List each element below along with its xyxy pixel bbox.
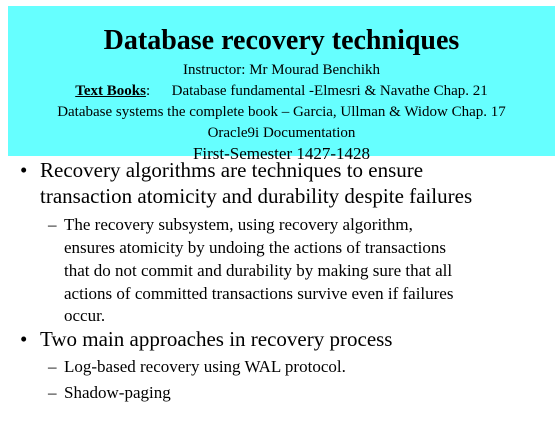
sub-bullet-1-1-line-5: occur. (64, 306, 106, 325)
textbook-2: Database systems the complete book – Garcia, Ullman & Widow Chap. 17 (57, 104, 506, 120)
sub-bullet-1-1-line-3: that do not commit and durability by making sure that all (64, 261, 453, 280)
semester-line: First-Semester 1427-1428 (192, 144, 371, 163)
bullet-marker: • (20, 327, 28, 351)
dash-marker: – (48, 357, 57, 376)
textbooks-label: Text Books (75, 83, 146, 99)
sub-bullet-2-1-text: Log-based recovery using WAL protocol. (64, 357, 346, 376)
textbooks-colon: : (145, 83, 151, 99)
dash-marker: – (48, 215, 57, 234)
sub-bullet-1-1-line-1: The recovery subsystem, using recovery algorithm, (64, 215, 413, 234)
sub-bullet-1-1-line-2: ensures atomicity by undoing the actions of transactions (64, 238, 446, 257)
sub-bullet-2-2-text: Shadow-paging (64, 383, 171, 402)
textbook-1: Database fundamental -Elmesri & Navathe Chap. 21 (171, 83, 488, 99)
bullet-1-line-2: transaction atomicity and durability despite failures (40, 184, 473, 208)
textbooks-line (8, 83, 555, 100)
dash-marker: – (48, 383, 57, 402)
slide-title: Database recovery techniques (103, 25, 460, 56)
bullet-marker: • (20, 158, 28, 182)
sub-bullet-1-1-line-4: actions of committed transactions survive even if failures (64, 284, 454, 303)
bullet-2-line-1: Two main approaches in recovery process (40, 327, 393, 351)
instructor-line: Instructor: Mr Mourad Benchikh (182, 62, 381, 78)
slide-header (8, 6, 555, 163)
bullet-1-line-1: Recovery algorithms are techniques to ensure (40, 158, 424, 182)
textbook-3: Oracle9i Documentation (207, 125, 356, 141)
